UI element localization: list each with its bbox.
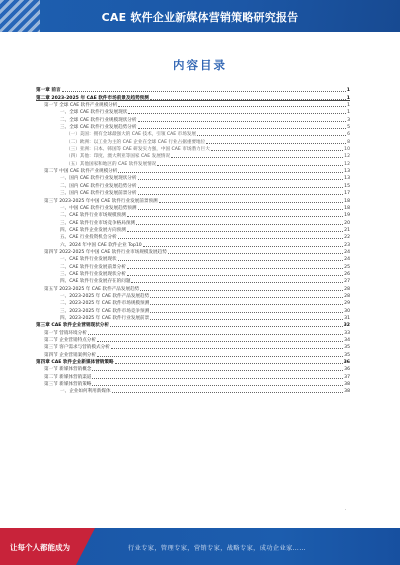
toc-dot-leader	[111, 348, 343, 349]
toc-entry[interactable]	[36, 145, 350, 152]
toc-entry-page: 28	[344, 286, 350, 292]
header-band	[0, 0, 400, 32]
toc-entry[interactable]	[36, 181, 350, 188]
toc-entry-label: 第一节 新媒体营销概念	[44, 367, 92, 373]
toc-entry[interactable]	[36, 387, 350, 394]
toc-entry-page: 1	[346, 88, 350, 94]
toc-dot-leader	[115, 363, 343, 364]
toc-entry-label: 二、2023-2025 年 CAE 软件市场规模预测	[60, 301, 150, 307]
toc-entry-label: 第二节 企业营销特点分析	[44, 338, 96, 344]
toc-entry-label: 一、CAE 软件行业发展现状	[60, 257, 117, 263]
toc-entry-label: 一、国内 CAE 软件行业发展现状分析	[60, 176, 137, 182]
footer-tagline: 行业专家，管理专家，营销专家，战略专家，成功企业家……	[128, 545, 306, 552]
toc-entry-label: 四、CAE 软件企业发展方向预测	[60, 227, 126, 233]
toc-entry[interactable]	[36, 115, 350, 122]
toc-entry[interactable]	[36, 93, 350, 100]
toc-entry-page: 13	[344, 169, 350, 175]
toc-entry[interactable]	[36, 159, 350, 166]
toc-entry-page: 13	[344, 176, 350, 182]
toc-entry[interactable]	[36, 240, 350, 247]
toc-entry[interactable]	[36, 314, 350, 321]
page-marker: ·	[345, 508, 347, 513]
toc-entry-page: 35	[344, 352, 350, 358]
toc-entry-label: 第二节 新媒体营销渠道	[44, 374, 92, 380]
toc-dot-leader	[92, 370, 343, 371]
toc-dot-leader	[150, 312, 343, 313]
toc-dot-leader	[110, 326, 343, 327]
toc-dot-leader	[88, 334, 343, 335]
toc-entry-label: 第一节 全球 CAE 软件产业规模分析	[44, 103, 118, 109]
footer-slogan: 让每个人都能成为	[10, 543, 70, 552]
toc-dot-leader	[112, 392, 344, 393]
toc-entry-page: 36	[343, 360, 350, 366]
toc-entry-page: 5	[347, 125, 350, 131]
toc-entry-label: 三、CAE 软件行业市场竞争格局预测	[60, 220, 136, 226]
toc-entry-label: 二、CAE 软件行业发展前景分析	[60, 264, 126, 270]
toc-dot-leader	[127, 275, 343, 276]
toc-entry-page: 18	[344, 205, 350, 211]
toc-entry[interactable]	[36, 174, 350, 181]
toc-entry-label: 第三节 2023-2025 年中国 CAE 软件行业发展前景预测	[44, 198, 158, 204]
toc-entry-label: 五、CAE 行业投资机会分析	[60, 235, 117, 241]
toc-dot-leader	[168, 253, 343, 254]
toc-entry-label: 四、CAE 软件行业发展存在的问题	[60, 279, 131, 285]
toc-entry-page: 8	[347, 139, 350, 145]
toc-entry[interactable]	[36, 204, 350, 211]
table-of-contents	[36, 86, 350, 394]
toc-dot-leader	[118, 106, 346, 107]
toc-entry[interactable]	[36, 123, 350, 130]
toc-entry-page: 3	[347, 117, 350, 123]
toc-entry[interactable]	[36, 372, 350, 379]
toc-entry-label: 第三章 CAE 软件企业营销现状分析	[36, 323, 109, 329]
toc-entry-label: 二、CAE 软件行业市场规模预测	[60, 213, 126, 219]
toc-entry-page: 26	[344, 271, 350, 277]
toc-entry-label: 三、国内 CAE 软件行业发展前景分析	[60, 191, 137, 197]
toc-entry-label: 第四节 企业营销案例分析	[44, 352, 96, 358]
toc-entry[interactable]	[36, 137, 350, 144]
report-title: CAE 软件企业新媒体营销策略研究报告	[101, 11, 299, 24]
toc-entry-label: 第一章 前言	[36, 88, 61, 94]
toc-entry[interactable]	[36, 196, 350, 203]
toc-dot-leader	[138, 121, 347, 122]
toc-entry-page: 12	[344, 154, 350, 160]
toc-entry-label: 第四章 CAE 软件企业新媒体营销策略	[36, 360, 114, 366]
toc-entry[interactable]	[36, 218, 350, 225]
toc-entry-label: 第五节 2023-2025 年 CAE 软件产品发展趋势	[44, 286, 140, 292]
toc-dot-leader	[157, 165, 343, 166]
toc-dot-leader	[150, 304, 343, 305]
toc-entry-label: （一）美国：拥有全球最强大的 CAE 技术，引领 CAE 市场发展	[66, 132, 197, 138]
toc-entry-page: 12	[344, 161, 350, 167]
toc-entry-label: （四）其他：印度、澳大利亚等国家 CAE 发展情况	[66, 154, 171, 160]
toc-entry[interactable]	[36, 262, 350, 269]
toc-dot-leader	[138, 128, 347, 129]
toc-entry-label: 三、全球 CAE 软件行业发展趋势分析	[60, 125, 137, 131]
toc-entry[interactable]	[36, 358, 350, 365]
toc-entry-page: 15	[344, 183, 350, 189]
toc-entry-page: 31	[344, 316, 350, 321]
toc-dot-leader	[92, 385, 343, 386]
toc-entry[interactable]	[36, 321, 350, 328]
toc-dot-leader	[140, 290, 343, 291]
toc-dot-leader	[127, 231, 343, 232]
toc-entry[interactable]	[36, 248, 350, 255]
toc-entry[interactable]	[36, 167, 350, 174]
toc-entry[interactable]	[36, 270, 350, 277]
toc-dot-leader	[97, 341, 343, 342]
toc-entry-label: 六、2024 年中国 CAE 软件企业 Top10	[60, 242, 142, 248]
toc-entry-page: 1	[347, 103, 350, 109]
toc-entry[interactable]	[36, 101, 350, 108]
toc-heading: 内容目录	[173, 58, 227, 72]
toc-dot-leader	[171, 157, 343, 158]
toc-entry-page: 1	[347, 110, 350, 116]
toc-entry[interactable]	[36, 226, 350, 233]
toc-entry-label: 三、CAE 软件行业发展现状分析	[60, 271, 126, 277]
toc-entry-page: 34	[344, 338, 350, 344]
toc-entry-page: 17	[344, 191, 350, 197]
toc-dot-leader	[136, 224, 343, 225]
toc-dot-leader	[128, 113, 346, 114]
toc-entry[interactable]	[36, 380, 350, 387]
toc-entry-page: 36	[344, 367, 350, 373]
toc-entry-label: 第二节 中国 CAE 软件产业规模分析	[44, 169, 118, 175]
toc-dot-leader	[62, 91, 346, 92]
toc-entry-page: 22	[344, 235, 350, 241]
toc-dot-leader	[138, 209, 344, 210]
toc-entry-page: 6	[347, 132, 350, 138]
toc-dot-leader	[206, 143, 346, 144]
toc-entry-label: 四、2023-2025 年 CAE 软件行业发展前景	[60, 316, 150, 321]
toc-entry[interactable]	[36, 350, 350, 357]
toc-entry[interactable]	[36, 277, 350, 284]
toc-entry-page: 33	[344, 330, 350, 336]
toc-entry-label: （五）其他国家和地区的 CAE 软件发展情况	[66, 161, 157, 167]
toc-dot-leader	[138, 194, 344, 195]
toc-entry-label: 一、中国 CAE 软件行业发展趋势预测	[60, 205, 137, 211]
toc-entry[interactable]	[36, 292, 350, 299]
toc-dot-leader	[138, 179, 344, 180]
toc-dot-leader	[197, 135, 346, 136]
toc-dot-leader	[118, 172, 343, 173]
toc-dot-leader	[131, 282, 343, 283]
toc-entry-page: 35	[344, 345, 350, 351]
toc-entry[interactable]	[36, 328, 350, 335]
toc-entry[interactable]	[36, 255, 350, 262]
toc-entry[interactable]	[36, 365, 350, 372]
toc-entry-page: 23	[344, 242, 350, 248]
toc-dot-leader	[150, 319, 343, 320]
toc-entry-page: 21	[344, 227, 350, 233]
toc-entry-label: 一、2023-2025 年 CAE 软件产品发展趋势	[60, 293, 150, 299]
toc-entry-page: 29	[344, 301, 350, 307]
toc-entry-label: 二、全球 CAE 软件行业规模现状分析	[60, 117, 137, 123]
toc-entry[interactable]	[36, 306, 350, 313]
toc-entry[interactable]	[36, 189, 350, 196]
toc-entry-label: 第三节 新媒体营销策略	[44, 382, 92, 388]
toc-entry[interactable]	[36, 233, 350, 240]
toc-dot-leader	[143, 246, 343, 247]
toc-entry-page: 24	[344, 257, 350, 263]
footer-band	[0, 528, 400, 565]
toc-entry-label: 第一节 营销环境分析	[44, 330, 87, 336]
toc-entry-page: 1	[346, 95, 350, 101]
toc-entry[interactable]	[36, 343, 350, 350]
toc-dot-leader	[211, 150, 343, 151]
toc-entry[interactable]	[36, 211, 350, 218]
toc-entry[interactable]	[36, 152, 350, 159]
toc-entry-label: 一、企业如何利用新媒体	[60, 389, 111, 395]
toc-entry-page: 28	[344, 293, 350, 299]
toc-dot-leader	[118, 238, 343, 239]
toc-entry-page: 18	[344, 198, 350, 204]
toc-entry-label: 二、国内 CAE 软件行业发展趋势分析	[60, 183, 137, 189]
toc-entry-page: 30	[344, 308, 350, 314]
toc-entry-label: 一、全球 CAE 软件行业发展现状	[60, 110, 128, 116]
toc-dot-leader	[127, 216, 343, 217]
toc-entry-label: 第四节 2022-2025 年中国 CAE 软件行业市场规模发展趋势	[44, 249, 167, 255]
toc-dot-leader	[150, 99, 346, 100]
toc-dot-leader	[159, 202, 344, 203]
toc-entry[interactable]	[36, 130, 350, 137]
toc-dot-leader	[118, 260, 343, 261]
toc-dot-leader	[127, 268, 343, 269]
toc-entry[interactable]	[36, 336, 350, 343]
toc-entry-page: 38	[344, 389, 350, 395]
toc-entry-label: 三、2023-2025 年 CAE 软件市场竞争预测	[60, 308, 150, 314]
toc-entry-label: （二）欧洲：以工业为主的 CAE 企业在全球 CAE 行业占据重要地位	[66, 139, 206, 145]
toc-entry-page: 19	[344, 213, 350, 219]
toc-dot-leader	[150, 297, 343, 298]
toc-entry-page: 10	[344, 147, 350, 153]
toc-dot-leader	[92, 378, 343, 379]
toc-entry[interactable]	[36, 299, 350, 306]
toc-entry[interactable]	[36, 86, 350, 93]
toc-entry-label: 第二章 2023-2025 年 CAE 软件市场前景及趋势预测	[36, 95, 149, 101]
toc-entry-page: 25	[344, 264, 350, 270]
toc-entry-label: 第三节 客户需求与营销模式分析	[44, 345, 110, 351]
toc-entry-page: 32	[343, 323, 350, 329]
toc-entry-page: 24	[344, 249, 350, 255]
toc-entry-page: 20	[344, 220, 350, 226]
toc-entry-page: 27	[344, 279, 350, 285]
toc-dot-leader	[97, 356, 343, 357]
toc-entry-label: （三）亚洲：日本、韩国等 CAE 研发实力强，中国 CAE 市场潜力巨大	[66, 147, 210, 153]
toc-entry[interactable]	[36, 108, 350, 115]
toc-entry[interactable]	[36, 284, 350, 291]
toc-dot-leader	[138, 187, 344, 188]
toc-entry-page: 38	[344, 382, 350, 388]
toc-entry-page: 37	[344, 374, 350, 380]
